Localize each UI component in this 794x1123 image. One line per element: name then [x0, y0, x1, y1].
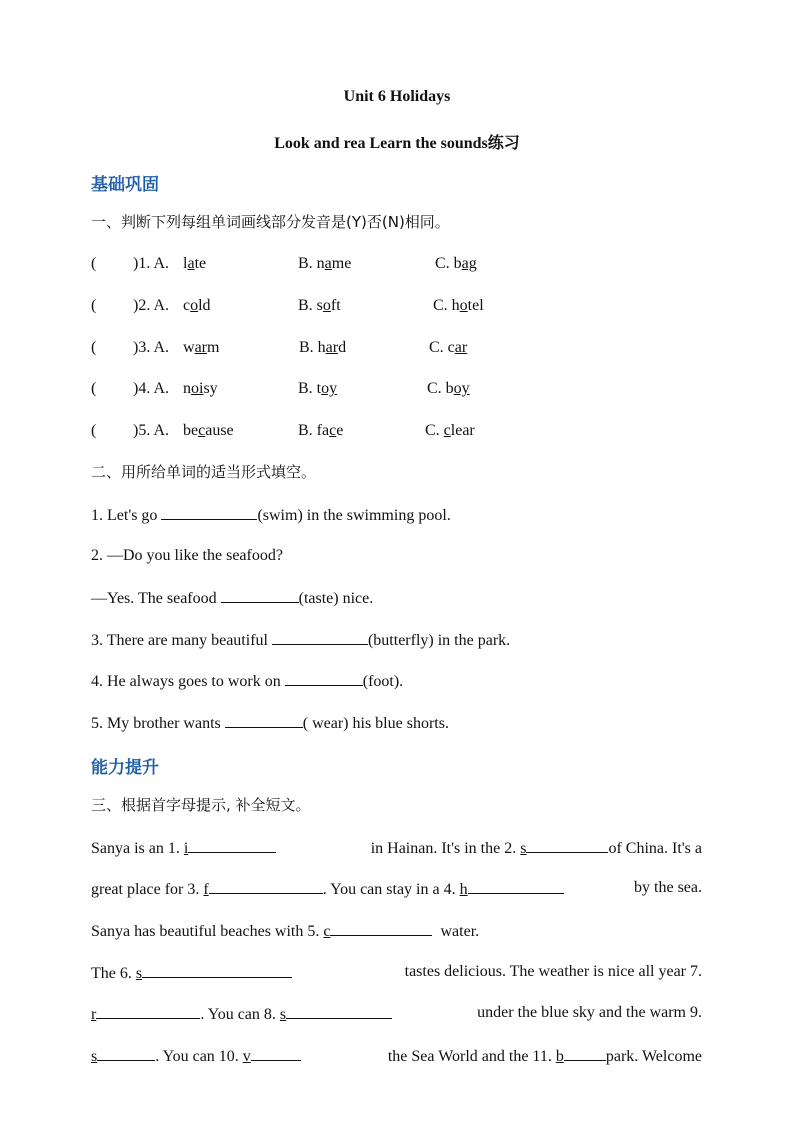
option-b: B. hard: [299, 339, 347, 356]
page-subtitle: Look and rea Learn the sounds练习: [274, 135, 520, 152]
part3-heading: 三、根据首字母提示, 补全短文。: [91, 796, 311, 814]
option-a: cold: [183, 297, 211, 314]
part2-heading: 二、用所给单词的适当形式填空。: [91, 463, 317, 481]
fill-item-2: 2. —Do you like the seafood?: [91, 547, 283, 564]
answer-blank[interactable]: [272, 629, 368, 645]
answer-blank[interactable]: [161, 504, 257, 520]
fill-item-2-reply: —Yes. The seafood (taste) nice.: [91, 587, 373, 609]
page-title: Unit 6 Holidays: [343, 88, 451, 105]
passage-line-2: great place for 3. f . You can stay in a 4. h by the sea.: [91, 879, 702, 898]
option-a: warm: [183, 339, 220, 356]
answer-blank[interactable]: [286, 1003, 392, 1019]
option-c: C. bag: [435, 255, 477, 272]
fill-item-4: 4. He always goes to work on (foot).: [91, 670, 403, 692]
option-a: late: [183, 255, 207, 272]
answer-blank[interactable]: [564, 1045, 606, 1061]
section-basic: 基础巩固: [91, 175, 159, 195]
answer-blank[interactable]: [96, 1003, 200, 1019]
part1-heading: 一、判断下列每组单词画线部分发音是(Y)否(N)相同。: [91, 213, 450, 231]
passage-line-4: The 6. s tastes delicious. The weather is nice all year 7.: [91, 963, 702, 982]
answer-blank[interactable]: [209, 878, 323, 894]
option-c: C. boy: [427, 380, 470, 397]
answer-blank[interactable]: [285, 670, 363, 686]
answer-blank[interactable]: [188, 837, 276, 853]
section-advanced: 能力提升: [91, 758, 159, 778]
passage-line-1: Sanya is an 1. i in Hainan. It's in the 2. s of China. It's a: [91, 837, 702, 859]
option-c: C. clear: [425, 422, 475, 439]
answer-blank[interactable]: [251, 1045, 301, 1061]
passage-line-3: Sanya has beautiful beaches with 5. c water.: [91, 920, 479, 942]
option-c: C. hotel: [433, 297, 484, 314]
option-b: B. soft: [298, 297, 341, 314]
answer-blank[interactable]: [468, 878, 564, 894]
passage-line-5: r . You can 8. s under the blue sky and the warm 9.: [91, 1004, 702, 1023]
answer-blank[interactable]: [142, 962, 292, 978]
answer-blank[interactable]: [221, 587, 299, 603]
answer-blank[interactable]: [225, 712, 303, 728]
passage-line-6: s . You can 10. v the Sea World and the 11. b park. Welcome: [91, 1045, 702, 1067]
fill-item-5: 5. My brother wants ( wear) his blue shorts.: [91, 712, 449, 734]
fill-item-3: 3. There are many beautiful (butterfly) in the park.: [91, 629, 510, 651]
answer-blank[interactable]: [330, 920, 432, 936]
option-b: B. name: [298, 255, 352, 272]
answer-blank[interactable]: [526, 837, 608, 853]
option-b: B. face: [298, 422, 344, 439]
option-a: because: [183, 422, 234, 439]
fill-item-1: 1. Let's go (swim) in the swimming pool.: [91, 504, 451, 526]
option-a: noisy: [183, 380, 218, 397]
answer-blank[interactable]: [97, 1045, 155, 1061]
option-b: B. toy: [298, 380, 338, 397]
option-c: C. car: [429, 339, 468, 356]
